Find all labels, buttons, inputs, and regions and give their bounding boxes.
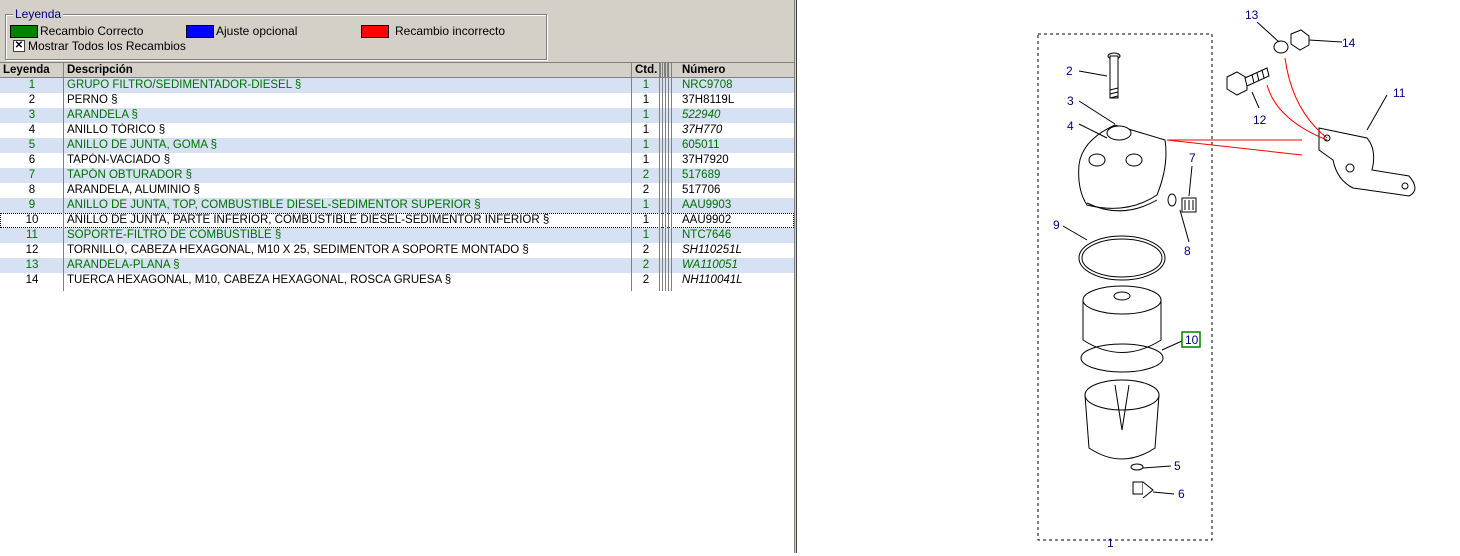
row-quantity: 1 <box>642 139 650 151</box>
table-row[interactable] <box>0 183 794 198</box>
legend-label-incorrect: Recambio incorrecto <box>395 24 506 38</box>
row-part-number: NRC9708 <box>682 79 733 91</box>
row-description: SOPORTE-FILTRO DE COMBUSTIBLE § <box>67 229 282 241</box>
callout-11[interactable]: 11 <box>1393 86 1406 100</box>
exploded-parts-diagram <box>797 0 1460 553</box>
show-all-label[interactable]: Mostrar Todos los Recambios <box>28 39 186 53</box>
row-legend-number: 1 <box>28 79 36 91</box>
callout-leader-lines <box>1063 22 1387 541</box>
part-plug <box>1168 194 1196 212</box>
table-row[interactable] <box>0 168 794 183</box>
row-legend-number: 5 <box>28 139 36 151</box>
row-part-number: 37H770 <box>682 124 723 136</box>
column-divider <box>665 63 666 291</box>
table-row[interactable] <box>0 93 794 108</box>
row-description: TAPÓN OBTURADOR § <box>67 169 193 181</box>
callout-7[interactable]: 7 <box>1189 151 1196 165</box>
legend-label-optional: Ajuste opcional <box>216 24 298 38</box>
legend-swatch-incorrect <box>361 25 389 38</box>
row-quantity: 1 <box>642 214 650 226</box>
header-legend[interactable]: Leyenda <box>0 63 64 77</box>
row-quantity: 1 <box>642 124 650 136</box>
row-part-number: 522940 <box>682 109 721 121</box>
show-all-checkbox[interactable]: ✕ <box>14 40 24 51</box>
table-header <box>0 63 794 78</box>
part-seal <box>1131 464 1143 470</box>
part-filter-element <box>1083 286 1161 353</box>
callout-10[interactable]: 10 <box>1185 333 1199 347</box>
legend-label-correct: Recambio Correcto <box>40 24 144 38</box>
row-legend-number: 6 <box>28 154 36 166</box>
row-quantity: 2 <box>642 259 650 271</box>
column-divider <box>671 63 672 291</box>
table-row[interactable] <box>0 123 794 138</box>
row-description: ANILLO TÓRICO § <box>67 124 166 136</box>
row-part-number: AAU9902 <box>682 214 732 226</box>
row-quantity: 2 <box>642 184 650 196</box>
table-row[interactable] <box>0 213 794 228</box>
row-part-number: WA110051 <box>682 259 738 271</box>
incorrect-leader-lines <box>1167 58 1327 155</box>
row-legend-number: 9 <box>28 199 36 211</box>
header-number[interactable]: Número <box>682 64 726 76</box>
row-quantity: 2 <box>642 169 650 181</box>
callout-2[interactable]: 2 <box>1066 64 1073 78</box>
row-quantity: 2 <box>642 244 650 256</box>
callout-5[interactable]: 5 <box>1174 459 1181 473</box>
callout-14[interactable]: 14 <box>1342 36 1356 50</box>
row-legend-number: 3 <box>28 109 36 121</box>
row-legend-number: 10 <box>25 214 39 226</box>
row-part-number: 37H7920 <box>682 154 729 166</box>
part-flat-washer <box>1274 41 1288 53</box>
table-row[interactable] <box>0 108 794 123</box>
row-legend-number: 11 <box>26 229 38 241</box>
row-description: TUERCA HEXAGONAL, M10, CABEZA HEXAGONAL, ROSCA GRUESA § <box>67 274 452 286</box>
legend-area <box>0 0 794 63</box>
column-divider <box>63 63 64 291</box>
header-description[interactable]: Descripción <box>64 63 632 77</box>
callout-13[interactable]: 13 <box>1245 8 1259 22</box>
table-row[interactable] <box>0 78 794 93</box>
legend-title: Leyenda <box>15 7 62 21</box>
row-quantity: 1 <box>642 109 650 121</box>
column-divider <box>659 63 660 291</box>
row-part-number: 517706 <box>682 184 721 196</box>
row-quantity: 1 <box>642 79 650 91</box>
row-description: ARANDELA, ALUMINIO § <box>67 184 200 196</box>
part-bolt <box>1108 53 1120 98</box>
row-legend-number: 14 <box>25 274 39 286</box>
row-legend-number: 8 <box>28 184 36 196</box>
column-divider <box>631 63 632 291</box>
callout-1[interactable]: 1 <box>1107 536 1114 550</box>
row-description: TAPÓN-VACIADO § <box>67 154 171 166</box>
row-description: ARANDELA § <box>67 109 138 121</box>
row-quantity: 1 <box>642 229 650 241</box>
table-row[interactable] <box>0 153 794 168</box>
row-legend-number: 7 <box>28 169 36 181</box>
row-legend-number: 12 <box>25 244 39 256</box>
row-part-number: NTC7646 <box>682 229 732 241</box>
part-hex-bolt <box>1227 68 1269 95</box>
row-description: PERNO § <box>67 94 118 106</box>
row-description: ANILLO DE JUNTA, TOP, COMBUSTIBLE DIESEL-SEDIMENTOR SUPERIOR § <box>67 199 481 211</box>
table-row[interactable] <box>0 138 794 153</box>
row-quantity: 1 <box>642 94 650 106</box>
table-row[interactable] <box>0 258 794 273</box>
callout-9[interactable]: 9 <box>1053 218 1060 232</box>
table-row[interactable] <box>0 273 794 288</box>
row-part-number: 605011 <box>682 139 720 151</box>
callout-8[interactable]: 8 <box>1184 244 1191 258</box>
callout-12[interactable]: 12 <box>1253 113 1267 127</box>
part-drain-plug <box>1133 482 1153 498</box>
row-description: GRUPO FILTRO/SEDIMENTADOR-DIESEL § <box>67 79 302 91</box>
part-o-ring-top <box>1079 236 1165 280</box>
row-description: TORNILLO, CABEZA HEXAGONAL, M10 X 25, SEDIMENTOR A SOPORTE MONTADO § <box>67 244 529 256</box>
row-part-number: NH110041L <box>682 274 743 286</box>
diagram-panel <box>797 0 1460 553</box>
header-qty[interactable]: Ctd. <box>632 63 660 77</box>
callout-6[interactable]: 6 <box>1178 487 1185 501</box>
row-part-number: 517689 <box>682 169 721 181</box>
table-row[interactable] <box>0 228 794 243</box>
row-quantity: 2 <box>642 274 650 286</box>
row-description: ANILLO DE JUNTA, PARTE INFERIOR, COMBUSTIBLE DIESEL-SEDIMENTOR INFERIOR § <box>67 214 550 226</box>
part-hex-nut <box>1291 30 1309 50</box>
table-row[interactable] <box>0 198 794 213</box>
row-part-number: 37H8119L <box>682 94 735 106</box>
table-row[interactable] <box>0 243 794 258</box>
row-description: ARANDELA-PLANA § <box>67 259 180 271</box>
callout-4[interactable]: 4 <box>1067 119 1074 133</box>
column-divider <box>668 63 669 291</box>
part-o-ring-top-inner <box>1082 239 1162 277</box>
row-legend-number: 2 <box>28 94 36 106</box>
row-part-number: AAU9903 <box>682 199 732 211</box>
row-part-number: SH110251L <box>682 244 742 256</box>
row-legend-number: 4 <box>28 124 36 136</box>
part-sediment-bowl <box>1085 380 1159 459</box>
legend-swatch-correct <box>10 25 38 38</box>
legend-swatch-optional <box>186 25 214 38</box>
row-legend-number: 13 <box>25 259 39 271</box>
part-bracket <box>1319 128 1415 196</box>
column-divider <box>662 63 663 291</box>
row-quantity: 1 <box>642 199 650 211</box>
row-quantity: 1 <box>642 154 650 166</box>
callout-3[interactable]: 3 <box>1067 94 1074 108</box>
row-description: ANILLO DE JUNTA, GOMA § <box>67 139 217 151</box>
part-filter-head <box>1079 125 1166 211</box>
